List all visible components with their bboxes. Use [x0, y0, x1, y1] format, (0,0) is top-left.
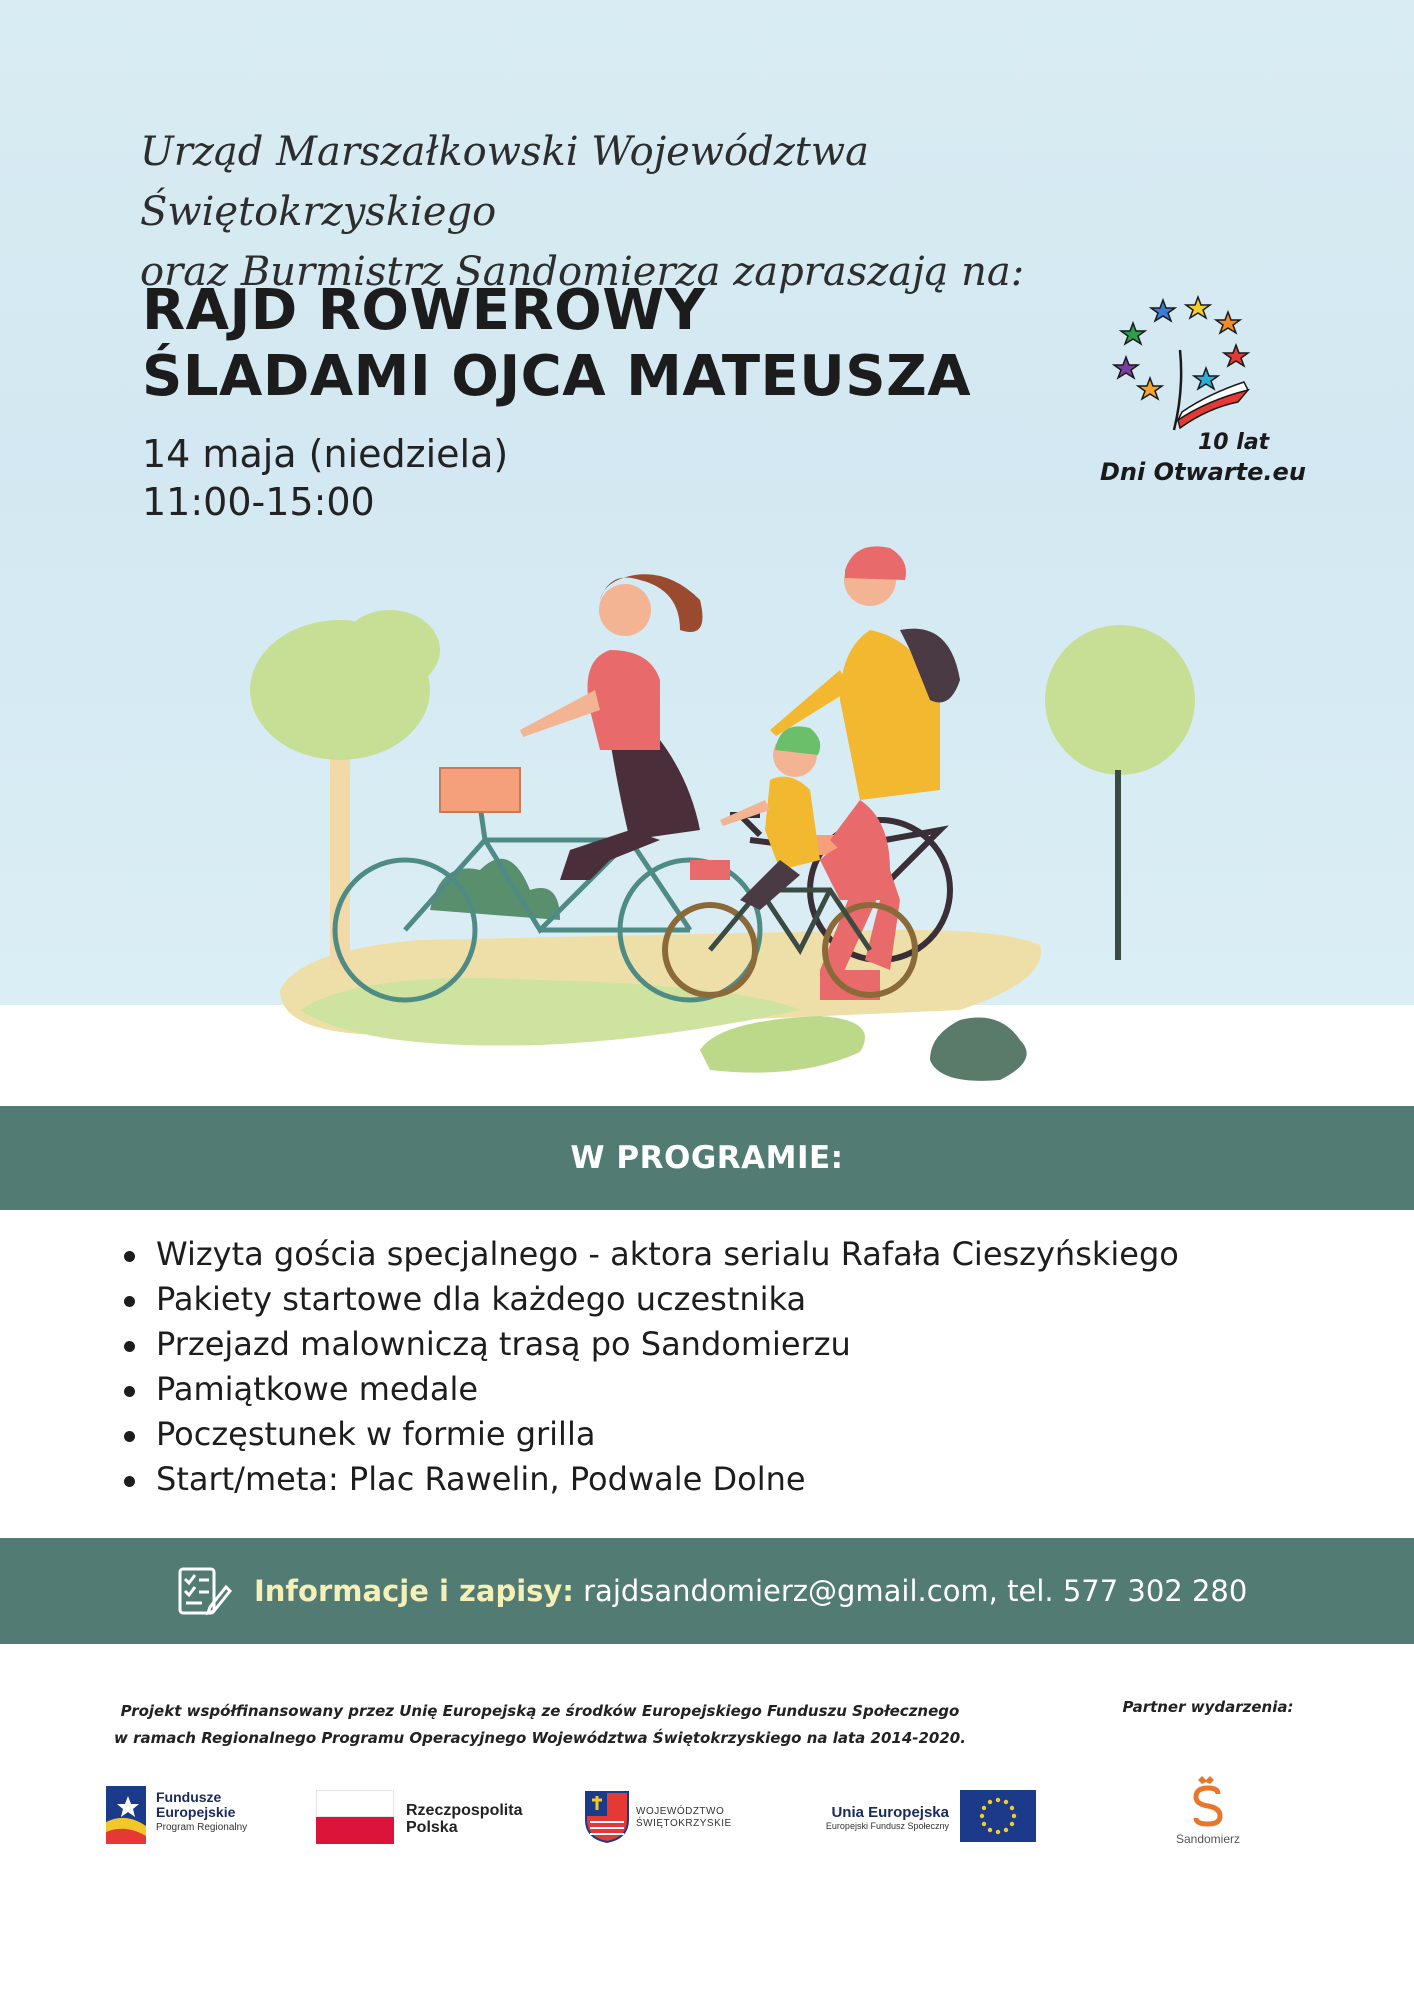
intro-line-1: Urząd Marszałkowski Województwa Świętokrzyskiego [140, 129, 869, 235]
ue-subtitle: Europejski Fundusz Społeczny [825, 1821, 949, 1831]
bush-green [430, 859, 560, 920]
bullet-icon [124, 1431, 135, 1442]
event-title [142, 278, 971, 410]
funding-line-1: Projekt współfinansowany przez Unię Europejską ze środków Europejskiego Funduszu Społecznego [120, 1702, 960, 1720]
bullet-icon [124, 1386, 135, 1397]
event-time: 11:00-15:00 [142, 480, 375, 524]
badge-name: Dni Otwarte.eu [1100, 458, 1306, 486]
bullet-icon [124, 1296, 135, 1307]
event-date: 14 maja (niedziela) [142, 432, 509, 476]
bullet-icon [124, 1251, 135, 1262]
funding-line-2: w ramach Regionalnego Programu Operacyjnego Województwa Świętokrzyskiego na lata 2014-2020. [114, 1729, 966, 1747]
fe-star-icon [106, 1782, 152, 1848]
rzeczpospolita-polska-logo [316, 1790, 546, 1846]
polish-flag-icon [316, 1790, 394, 1844]
bike-basket [440, 768, 520, 812]
fundusze-europejskie-logo [106, 1782, 286, 1848]
bullet-icon [124, 1341, 135, 1352]
dni-otwarte-logo [1088, 290, 1306, 490]
badge-years: 10 lat [1198, 430, 1270, 455]
contact-info [172, 1562, 1247, 1620]
sandomierz-s-icon [1188, 1772, 1228, 1828]
ue-title: Unia Europejska [831, 1804, 949, 1821]
list-item: Start/meta: Plac Rawelin, Podwale Dolne [120, 1457, 1179, 1502]
fe-subtitle: Program Regionalny [156, 1822, 248, 1833]
sandomierz-logo [1158, 1772, 1258, 1856]
cycling-family-illustration [240, 540, 1200, 1110]
ws-line-1: WOJEWÓDZTWO [636, 1806, 725, 1817]
list-item: Wizyta gościa specjalnego - aktora serialu Rafała Cieszyńskiego [120, 1232, 1179, 1277]
rp-line-2: Polska [406, 1819, 458, 1836]
rp-line-1: Rzeczpospolita [406, 1802, 523, 1819]
title-line-1: RAJD ROWEROWY [142, 278, 706, 343]
program-heading: W PROGRAMIE: [570, 1140, 844, 1176]
event-datetime [142, 430, 508, 526]
woman-rider [520, 574, 703, 880]
child-rider [720, 726, 820, 910]
fe-title-2: Europejskie [156, 1804, 236, 1820]
fe-title-1: Fundusze [156, 1789, 222, 1805]
funding-note [90, 1698, 990, 1752]
partner-label: Partner wydarzenia: [1122, 1698, 1294, 1716]
list-item: Przejazd malowniczą trasą po Sandomierzu [120, 1322, 1179, 1367]
title-line-2: ŚLADAMI OJCA MATEUSZA [142, 344, 972, 409]
tree-trunk-right [1115, 770, 1121, 960]
ws-line-2: ŚWIĘTOKRZYSKIE [636, 1818, 732, 1829]
list-item: Pamiątkowe medale [120, 1367, 1179, 1412]
intro-text [140, 122, 1120, 302]
contact-label: Informacje i zapisy: [254, 1574, 574, 1608]
checklist-icon [172, 1563, 232, 1619]
coat-of-arms-icon [584, 1790, 630, 1844]
wojewodztwo-swietokrzyskie-logo [584, 1790, 754, 1846]
list-item: Pakiety startowe dla każdego uczestnika [120, 1277, 1179, 1322]
unia-europejska-logo [784, 1790, 1040, 1844]
sandomierz-label: Sandomierz [1175, 1832, 1241, 1846]
bush-dark [930, 1018, 1027, 1081]
contact-details[interactable]: rajdsandomierz@gmail.com, tel. 577 302 280 [583, 1574, 1248, 1608]
program-list [120, 1232, 1179, 1502]
intro-line-2: oraz Burmistrz Sandomierza zapraszają na: [140, 249, 1025, 295]
eu-flag-icon [960, 1790, 1036, 1842]
list-item: Poczęstunek w formie grilla [120, 1412, 1179, 1457]
bullet-icon [124, 1476, 135, 1487]
tree-crown-right [1045, 625, 1195, 775]
